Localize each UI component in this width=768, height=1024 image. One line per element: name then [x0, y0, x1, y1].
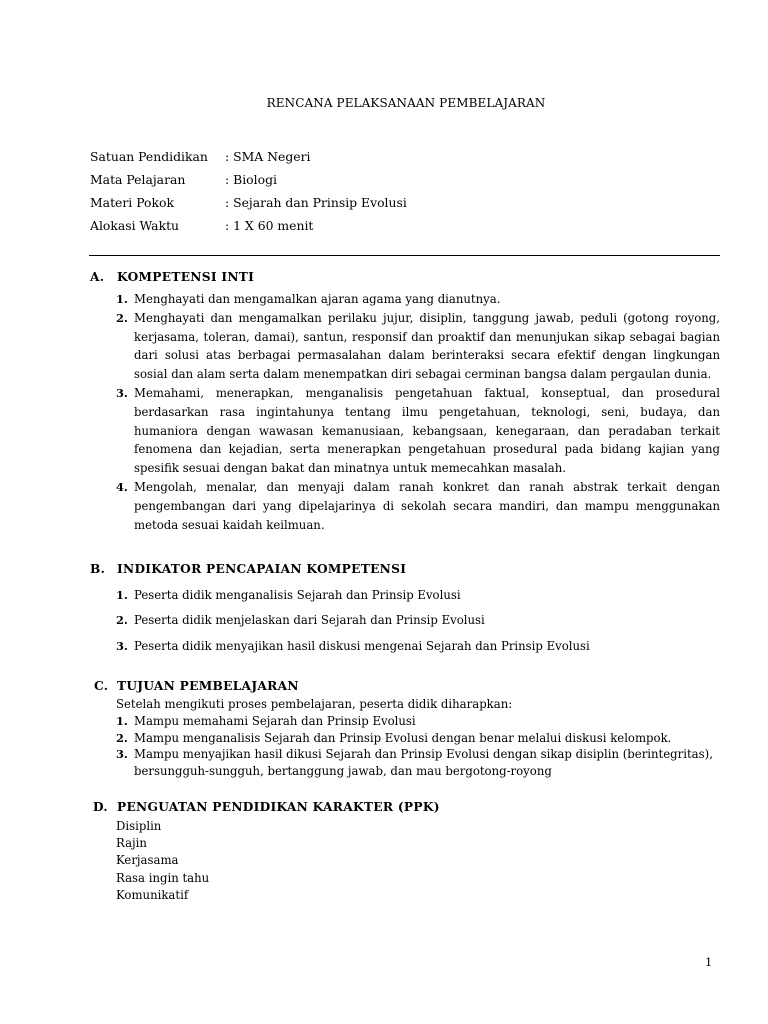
list-item [116, 639, 590, 653]
item-number: 2. [116, 613, 128, 627]
section-title: KOMPETENSI INTI [117, 270, 255, 284]
identity-table [90, 149, 407, 241]
item-number: 4. [116, 479, 128, 494]
item-text: Memahami, menerapkan, menganalisis pengetahuan faktual, konseptual, dan prosedural berdasarkan rasa ingintahunya tentang ilmu pengetahuan, teknologi, seni, budaya, dan humaniora dengan wawasan kemanusiaan, kebangsaan, kenegaraan, dan peradaban terkait fenomena dan kejadian, serta menerapkan pengetahuan prosedural pada bidang kajian yang spesifik sesuai dengan bakat dan minatnya untuk memecahkan masalah. [134, 385, 720, 476]
list-item [116, 713, 736, 730]
list-item [116, 290, 720, 309]
section-letter: B. [90, 562, 106, 576]
identity-row [90, 172, 407, 195]
item-text: Menghayati dan mengamalkan ajaran agama yang dianutnya. [134, 292, 501, 306]
identity-row [90, 149, 407, 172]
section-c-heading [90, 679, 299, 693]
section-letter: D. [93, 800, 108, 814]
list-item [116, 309, 720, 384]
section-title: INDIKATOR PENCAPAIAN KOMPETENSI [117, 562, 407, 576]
item-text: Menghayati dan mengamalkan perilaku jujur, disiplin, tanggung jawab, peduli (gotong royong, kerjasama, toleran, damai), santun, responsif dan proaktif dan menunjukan sikap sebagai bagian dari solusi atas berbagai permasalahan dalam berinteraksi secara efektif dengan lingkungan sosial dan alam serta dalam menempatkan diri sebagai cerminan bangsa dalam pergaulan dunia. [134, 310, 720, 382]
ppk-list [116, 818, 209, 904]
kompetensi-inti-list [116, 290, 720, 534]
item-text: Peserta didik menjelaskan dari Sejarah dan Prinsip Evolusi [134, 613, 485, 627]
identity-label: Satuan Pendidikan [90, 149, 208, 164]
identity-label: Mata Pelajaran [90, 172, 186, 187]
identity-value: : SMA Negeri [225, 149, 311, 164]
item-text: Peserta didik menganalisis Sejarah dan Prinsip Evolusi [134, 588, 461, 602]
item-text: Mampu memahami Sejarah dan Prinsip Evolusi [134, 713, 416, 728]
tujuan-pembelajaran-list [116, 696, 736, 780]
list-item [116, 478, 720, 534]
section-title: TUJUAN PEMBELAJARAN [117, 679, 299, 693]
list-item: Disiplin [116, 819, 162, 833]
section-intro: Setelah mengikuti proses pembelajaran, peserta didik diharapkan: [116, 697, 513, 711]
page-number: 1 [705, 955, 713, 969]
item-text: Peserta didik menyajikan hasil diskusi mengenai Sejarah dan Prinsip Evolusi [134, 639, 590, 653]
item-text: Mampu menyajikan hasil dikusi Sejarah dan Prinsip Evolusi dengan sikap disiplin (berintegritas), bersungguh-sungguh, bertanggung jawab, dan mau bergotong-royong [134, 747, 713, 779]
list-item: Kerjasama [116, 853, 179, 868]
list-item: Komunikatif [116, 887, 189, 902]
identity-row [90, 218, 407, 241]
header-divider [89, 255, 720, 256]
item-text: Mampu menganalisis Sejarah dan Prinsip Evolusi dengan benar melalui diskusi kelompok. [134, 730, 672, 745]
section-title: PENGUATAN PENDIDIKAN KARAKTER (PPK) [117, 800, 440, 814]
identity-label: Materi Pokok [90, 195, 174, 210]
list-item [116, 746, 736, 780]
list-item: Rasa ingin tahu [116, 870, 210, 885]
identity-row [90, 195, 407, 218]
identity-value: : 1 X 60 menit [225, 218, 314, 233]
document-title: RENCANA PELAKSANAAN PEMBELAJARAN [266, 96, 546, 110]
item-number: 3. [116, 639, 128, 653]
item-number: 1. [116, 588, 128, 602]
item-number: 2. [116, 310, 128, 325]
item-number: 3. [116, 747, 128, 762]
item-number: 1. [116, 713, 128, 728]
identity-value: : Biologi [225, 172, 277, 187]
section-letter: C. [94, 679, 109, 693]
item-number: 2. [116, 730, 128, 745]
section-b-heading [90, 562, 406, 576]
section-d-heading [90, 800, 440, 814]
list-item [116, 613, 485, 627]
list-item: Rajin [116, 836, 147, 851]
item-number: 1. [116, 292, 128, 306]
section-letter: A. [90, 270, 105, 284]
item-number: 3. [116, 385, 128, 400]
list-item [116, 588, 461, 602]
identity-value: : Sejarah dan Prinsip Evolusi [225, 195, 407, 210]
identity-label: Alokasi Waktu [90, 218, 180, 233]
item-text: Mengolah, menalar, dan menyaji dalam ranah konkret dan ranah abstrak terkait dengan pengembangan dari yang dipelajarinya di sekolah secara mandiri, dan mampu menggunakan metoda sesuai kaidah keilmuan. [134, 479, 720, 532]
list-item [116, 730, 736, 747]
list-item [116, 384, 720, 478]
section-a-heading [90, 270, 254, 284]
